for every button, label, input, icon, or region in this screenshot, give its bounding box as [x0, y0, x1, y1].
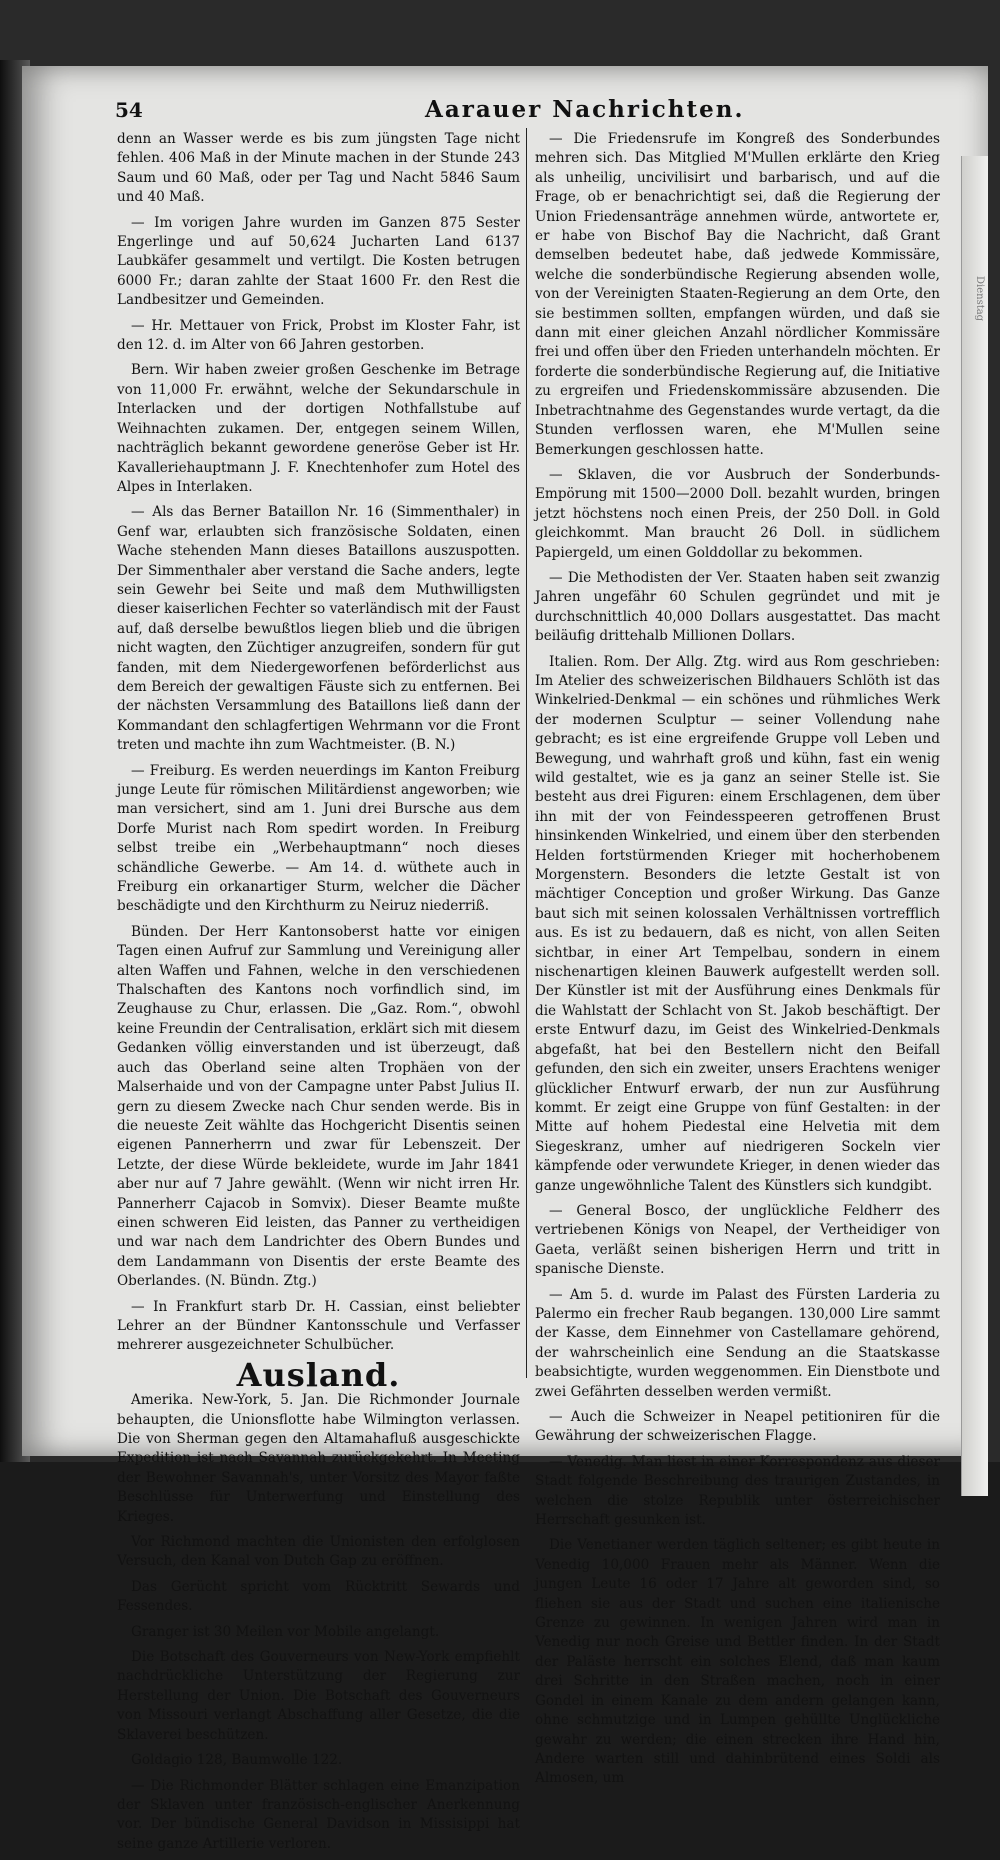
article-palermo: — Am 5. d. wurde im Palast des Fürsten Larderia zu Palermo ein frecher Raub begangen. 130,000 Lire sammt der Kasse, dem Einnehmer von Castellamare gehörend, der wahrscheinlich eine Sendung an die Staatskasse beabsichtigte, wurden weggenommen. Ein Dienstbote und zwei Gefährten desselben werden vermißt.: [535, 1286, 940, 1400]
next-page-edge: [961, 156, 988, 1496]
article-bosco: — General Bosco, der unglückliche Feldherr des vertriebenen Königs von Neapel, der Vertheidiger von Gaeta, verläßt seinen bisherigen Herrn und tritt in spanische Dienste.: [535, 1202, 940, 1278]
article-emanzipation: — Die Richmonder Blätter schlagen eine Emanzipation der Sklaven unter französisch-englischer Anerkennung vor. Der bündische General Davidson in Missisippi hat seine ganze Artillerie verloren.: [117, 1777, 520, 1852]
article-bern: Bern. Wir haben zweier großen Geschenke im Betrage von 11,000 Fr. erwähnt, welche der Sekundarschule in Interlacken und der dortigen Nothfallstube auf Weihnachten zukamen. Der, entgegen seinem Willen, nachträglich bekannt gewordene generöse Geber ist Hr. Kavalleriehauptmann J. F. Knechtenhofer zum Hotel des Alpes in Interlaken.: [117, 362, 520, 495]
left-column: [117, 130, 520, 1860]
article-schweizer-neapel: — Auch die Schweizer in Neapel petitioniren für die Gewährung der schweizerischen Flagge.: [535, 1409, 940, 1445]
page-number: 54: [115, 98, 143, 122]
article-amerika: Amerika. New-York, 5. Jan. Die Richmonder Journale behaupten, die Unionsflotte habe Wilmington verlassen. Die von Sherman gegen den Altamahafluß ausgeschickte Expedition ist nach Savannah zurückgekehrt. In Meeting der Bewohner Savannah's, unter Vorsitz des Mayor faßte Beschlüsse für Unterwerfung und Einstellung des Krieges.: [117, 1392, 520, 1525]
article-goldagio: Goldagio 128, Baumwolle 122.: [131, 1752, 343, 1769]
article-sklaven: — Sklaven, die vor Ausbruch der Sonderbunds-Empörung mit 1500—2000 Doll. bezahlt wurden, bringen jetzt höchstens noch einen Preis, der 250 Doll. in Gold gleichkommt. Man braucht 26 Doll. in südlichem Papiergeld, um einen Golddollar zu bekommen.: [535, 466, 940, 561]
article-methodisten: — Die Methodisten der Ver. Staaten haben seit zwanzig Jahren ungefähr 60 Schulen gegründet und mit je durchschnittlich 40,000 Dollars ausgestattet. Das macht beiläufig drittehalb Millionen Dollars.: [535, 569, 940, 645]
section-heading-ausland: Ausland.: [236, 1355, 401, 1394]
article-friedensrufe: — Die Friedensrufe im Kongreß des Sonderbundes mehren sich. Das Mitglied M'Mullen erklärte den Krieg als unheilig, uncivilisirt und barbarisch, und auf die Frage, ob er benachrichtigt sei, daß die Regierung der Union Friedensanträge annehmen würde, antwortete er, er habe von Bischof Bay die Nachricht, daß Grant demselben bedeutet habe, daß jedwede Kommissäre, welche die sonderbündische Regierung absenden wolle, von der Vereinigten Staaten-Regierung an dem Orte, den sie bestimmen sollten, empfangen würden, und daß sie dann mit einer gleichen Anzahl nördlicher Kommissäre frei und offen über den Frieden unterhandeln möchten. Er forderte die sonderbündische Regierung auf, die Initiative zu ergreifen und Friedenskommissäre abzusenden. Die Inbetrachtnahme des Gegenstandes wurde vertagt, da die Stunden verflossen waren, ehe M'Mullen seine Bemerkungen geschlossen hatte.: [535, 131, 940, 458]
article-richmond: Vor Richmond machten die Unionisten den erfolglosen Versuch, den Kanal von Dutch Gap zu eröffnen.: [117, 1534, 520, 1570]
article-wasser: denn an Wasser werde es bis zum jüngsten Tage nicht fehlen. 406 Maß in der Minute machen in der Stunde 243 Saum und 60 Maß, oder per Tag und Nacht 5846 Saum und 40 Maß.: [117, 131, 520, 206]
article-venedig: — Venedig. Man liest in einer Korrespondenz aus dieser Stadt folgende Beschreibung des traurigen Zustandes, in welchen die stolze Republik unter österreichischer Herrschaft gesunken ist.: [535, 1453, 940, 1529]
article-freiburg: — Freiburg. Es werden neuerdings im Kanton Freiburg junge Leute für römischen Militärdienst angeworben; wie man versichert, sind am 1. Juni drei Bursche aus dem Dorfe Murist nach Rom spedirt worden. In Freiburg selbst treibe ein „Werbehauptmann“ noch dieses schändliche Gewerbe. — Am 14. d. wüthete auch in Freiburg ein orkanartiger Sturm, welcher die Dächer beschädigte und den Kirchthurm zu Neiruz niederriß.: [117, 762, 520, 915]
article-geruecht: Das Gerücht spricht vom Rücktritt Sewards und Fessendes.: [117, 1578, 520, 1615]
article-mettauer: — Hr. Mettauer von Frick, Probst im Kloster Fahr, ist den 12. d. im Alter von 66 Jahren gestorben.: [117, 317, 520, 354]
article-simmenthaler: — Als das Berner Bataillon Nr. 16 (Simmenthaler) in Genf war, erlaubten sich französische Soldaten, einen Wache stehenden Mann dieses Bataillons auszuspotten. Der Simmenthaler aber verstand die Sache anders, legte sein Gewehr bei Seite und maß dem Muthwilligsten dieser kaiserlichen Fechter so vaterländisch mit der Faust auf, daß derselbe bewußtlos liegen blieb und die übrigen nicht wagten, den Züchtiger anzugreifen, sondern für gut fanden, mit dem Niedergeworfenen beförderlichst aus dem Bereich der gewaltigen Fäuste sich zu entfernen. Bei der nächsten Versammlung des Bataillons ließ dann der Kommandant den schlagfertigen Wehrmann vor die Front treten und machte ihn zum Wachtmeister. (B. N.): [117, 504, 520, 754]
article-granger: Granger ist 30 Meilen vor Mobile angelangt.: [131, 1623, 440, 1640]
article-botschaft: Die Botschaft des Gouverneurs von New-York empfiehlt nachdrückliche Unterstützung der Regierung zur Herstellung der Union. Die Botschaft des Gouverneurs von Missouri verlangt Abschaffung aller Gesetze, die die Sklaverei beschützen.: [117, 1649, 520, 1743]
page-header: [115, 98, 960, 126]
article-buenden: Bünden. Der Herr Kantonsoberst hatte vor einigen Tagen einen Aufruf zur Sammlung und Vereinigung aller alten Waffen und Fahnen, welche in den verschiedenen Thalschaften des Kantons noch vorfindlich sind, im Zeughause zu Chur, erlassen. Die „Gaz. Rom.“, obwohl keine Freundin der Centralisation, erklärt sich mit diesem Gedanken völlig einverstanden und ist überzeugt, daß auch das Oberland seine alten Trophäen von der Malserhaide und von der Campagne unter Pabst Julius II. gern zu diesem Zwecke nach Chur senden werde. Bis in die neueste Zeit wählte das Hochgericht Disentis seinen eigenen Pannerherrn und zwar für Lebenszeit. Der Letzte, der diese Würde bekleidete, wurde im Jahr 1841 aber nur auf 7 Jahre gewählt. (Wenn wir nicht irren Hr. Pannerherr Cajacob in Somvix). Dieser Beamte mußte einen schweren Eid leisten, das Panner zu vertheidigen und war nach dem Landrichter des Obern Bundes und dem Landammann von Disentis der erste Beamte des Oberlandes. (N. Bündn. Ztg.): [117, 923, 520, 1290]
column-divider: [526, 128, 527, 1378]
article-frankfurt: — In Frankfurt starb Dr. H. Cassian, einst beliebter Lehrer an der Bündner Kantonsschule und Verfasser mehrerer ausgezeichneter Schulbücher.: [117, 1298, 520, 1354]
article-engerlinge: — Im vorigen Jahre wurden im Ganzen 875 Sester Engerlinge und auf 50,624 Jucharten Land 6137 Laubkäfer gesammelt und vertilgt. Die Kosten betrugen 6000 Fr.; daran zahlte der Staat 1600 Fr. den Rest die Landbesitzer und Gemeinden.: [117, 214, 520, 309]
newspaper-title: Aarauer Nachrichten.: [425, 96, 745, 123]
article-italien-rom: Italien. Rom. Der Allg. Ztg. wird aus Rom geschrieben: Im Atelier des schweizerischen Bildhauers Schlöth ist das Winkelried-Denkmal — ein schönes und rühmliches Werk der modernen Sculptur — seiner Vollendung nahe gebracht; es ist eine ergreifende Gruppe voll Leben und Bewegung, und wahrhaft groß und kühn, fast ein wenig wild gestaltet, wie es ja ganz an seiner Stelle ist. Sie besteht aus drei Figuren: einem Erschlagenen, dem über ihn mit der von Feindesspeeren getroffenen Brust hinsinkenden Winkelried, und einem über den sterbenden Helden fortstürmenden Krieger mit hocherhobenem Morgenstern. Besonders die letzte Gestalt ist von mächtiger Conception und großer Wirkung. Das Ganze baut sich mit seinen kolossalen Verhältnissen vortrefflich aus. Es ist zu bedauern, daß es nicht, von allen Seiten sichtbar, in einer Art Tempelbau, sondern in einem nischenartigen kleinen Bauwerk aufgestellt werden soll. Der Künstler ist mit der Ausführung eines Denkmals für die Wahlstatt der Schlacht von St. Jakob beschäftigt. Der erste Entwurf dazu, im Geist des Winkelried-Denkmals abgefaßt, hat bei den Bestellern nicht den Beifall gefunden, den sich ein zweiter, unsers Erachtens weniger glücklicher Entwurf erwarb, der nun zur Ausführung kommt. Er zeigt eine Gruppe von fünf Gestalten: in der Mitte auf hohem Piedestal eine Helvetia mit dem Siegeskranz, umher auf niedrigeren Sockeln vier kämpfende oder verwundete Krieger, in denen wieder das ganze ungewöhnliche Talent des Künstlers sich kundgibt.: [535, 653, 940, 1194]
article-venetianer: Die Venetianer werden täglich seltener; es gibt heute in Venedig 10,000 Frauen mehr als Männer. Wenn die jungen Leute 16 oder 17 Jahre alt geworden sind, so fliehen sie aus der Stadt und suchen eine italienische Grenze zu gewinnen. In wenigen Jahren wird man in Venedig nur noch Greise und Bettler finden. In der Stadt der Paläste herrscht ein solches Elend, daß man kaum drei Schritte in den Straßen machen, noch in einer Gondel in einem Kanale zu dem andern gelangen kann, ohne schmutzige und in Lumpen gehüllte Unglückliche gewahr zu werden; die einen strecken ihre Hand hin, Andere warten still und dahinbrütend eines Soldi als Almosen, um: [535, 1537, 940, 1787]
next-page-edge-text: Dienstag: [974, 276, 985, 322]
right-column: [535, 130, 940, 1795]
